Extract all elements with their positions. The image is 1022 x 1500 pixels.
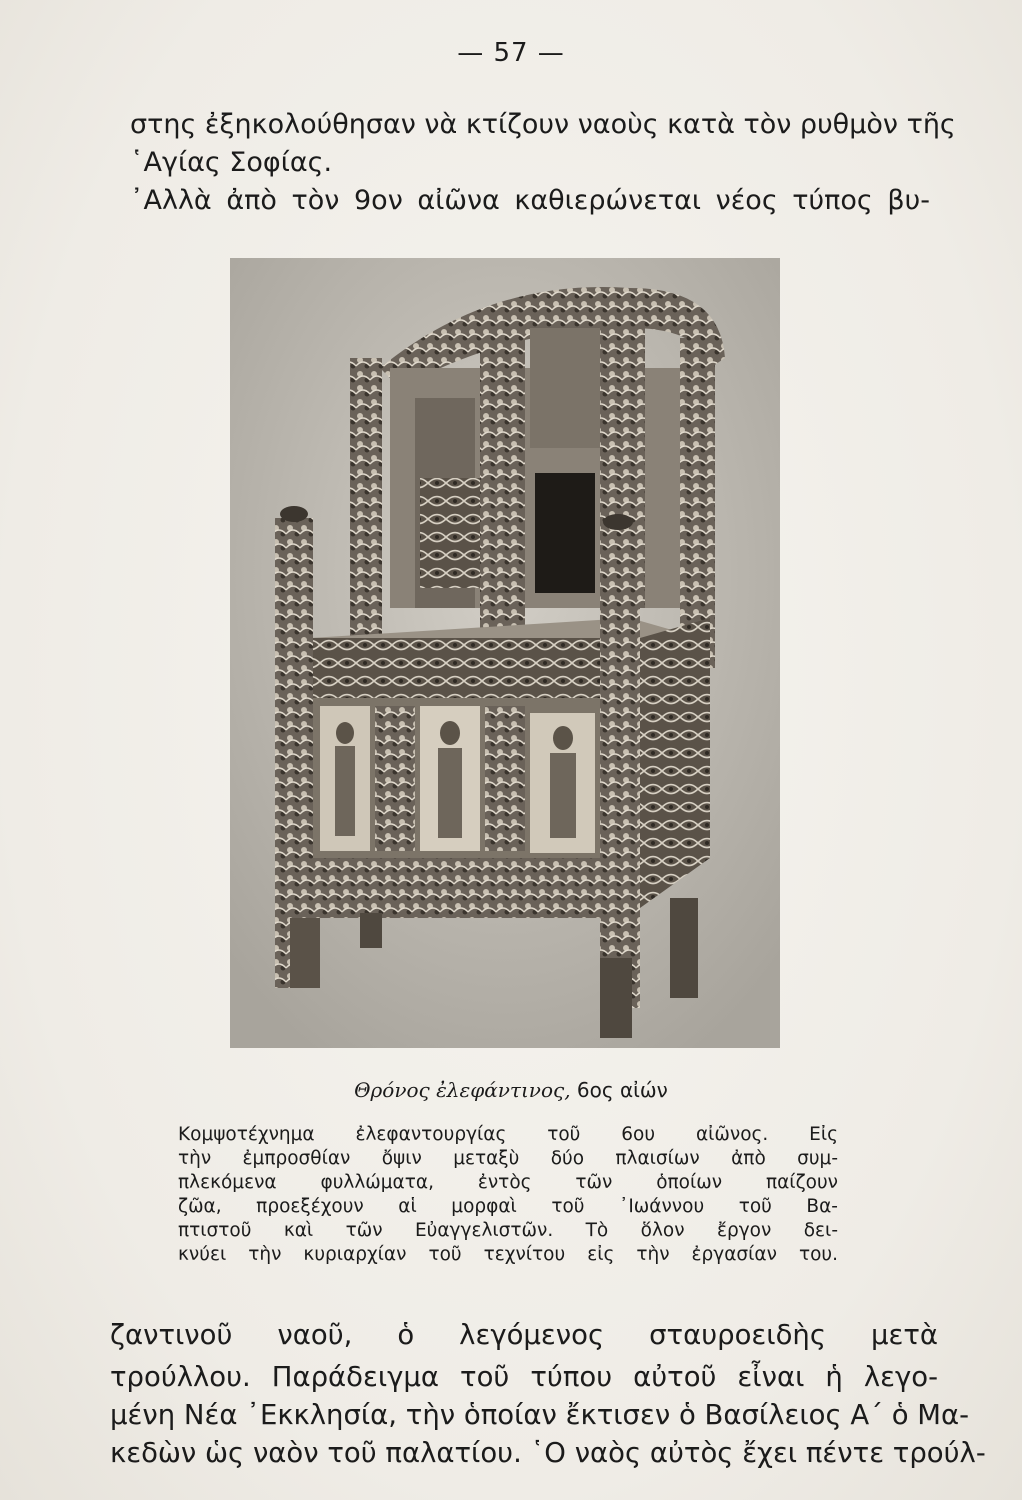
bottom-text-line-4: κεδὼν ὡς ναὸν τοῦ παλατίου. ῾Ο ναὸς αὐτὸς ἔχει πέντε τρούλ-: [110, 1437, 986, 1469]
ivory-throne-image: [230, 258, 780, 1048]
bottom-text-line-1: ζαντινοῦ ναοῦ, ὁ λεγόμενος σταυροειδὴς μετὰ: [110, 1319, 938, 1351]
caption-line-6: κνύει τὴν κυριαρχίαν τοῦ τεχνίτου εἰς τὴν ἐργασίαν του.: [178, 1244, 838, 1265]
page-number: — 57 —: [457, 38, 565, 68]
caption-line-3: πλεκόμενα φυλλώματα, ἐντὸς τῶν ὁποίων παίζουν: [178, 1172, 838, 1193]
bottom-text-line-3: μένη Νέα ᾿Εκκλησία, τὴν ὁποίαν ἔκτισεν ὁ Βασίλειος Α΄ ὁ Μα-: [110, 1399, 970, 1431]
caption-title-rest: 6ος αἰών: [570, 1078, 668, 1102]
top-text-line-3: ᾿Αλλὰ ἀπὸ τὸν 9ον αἰῶνα καθιερώνεται νέος τύπος βυ-: [130, 185, 930, 216]
caption-line-2: τὴν ἐμπροσθίαν ὄψιν μεταξὺ δύο πλαισίων ἀπὸ συμ-: [178, 1148, 838, 1169]
top-text-line-1: στης ἐξηκολούθησαν νὰ κτίζουν ναοὺς κατὰ τὸν ρυθμὸν τῆς: [130, 109, 956, 140]
caption-line-1: Κομψοτέχνημα ἐλεφαντουργίας τοῦ 6ου αἰῶνος. Εἰς: [178, 1124, 838, 1145]
bottom-text-line-2: τρούλλου. Παράδειγμα τοῦ τύπου αὐτοῦ εἶναι ἡ λεγο-: [110, 1361, 938, 1393]
throne-photo: [230, 258, 780, 1048]
figure-caption-title: [0, 1078, 1022, 1102]
caption-line-5: πτιστοῦ καὶ τῶν Εὐαγγελιστῶν. Τὸ ὅλον ἔργον δει-: [178, 1220, 838, 1241]
caption-line-4: ζῶα, προεξέχουν αἱ μορφαὶ τοῦ ᾿Ιωάννου τοῦ Βα-: [178, 1196, 838, 1217]
caption-title-italic: Θρόνος ἐλεφάντινος,: [354, 1078, 571, 1102]
top-text-line-2: ῾Αγίας Σοφίας.: [130, 147, 333, 178]
